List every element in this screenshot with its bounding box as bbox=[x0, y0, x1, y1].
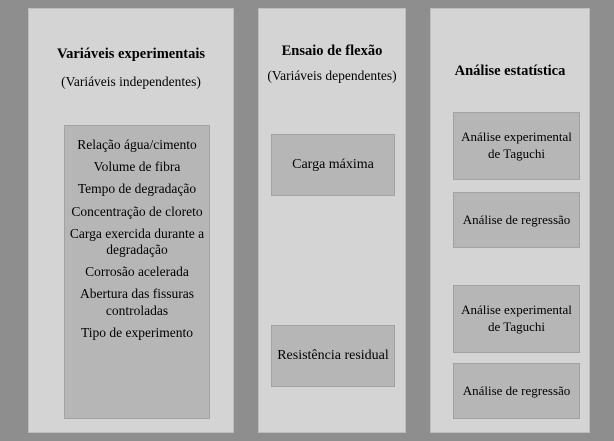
list-item: Tipo de experimento bbox=[81, 324, 193, 340]
column-middle-subtitle: (Variáveis dependentes) bbox=[267, 68, 397, 83]
column-left-title: Variáveis experimentais bbox=[56, 46, 206, 62]
box-taguchi-analysis-1: Análise experimental de Taguchi bbox=[453, 112, 580, 180]
box-regression-analysis-2: Análise de regressão bbox=[453, 363, 580, 419]
box-maximum-load: Carga máxima bbox=[271, 134, 395, 196]
list-item: Corrosão acelerada bbox=[85, 264, 189, 280]
box-regression-analysis-1: Análise de regressão bbox=[453, 192, 580, 248]
list-item: Volume de fibra bbox=[93, 159, 181, 175]
box-taguchi-analysis-2: Análise experimental de Taguchi bbox=[453, 285, 580, 353]
list-item: Carga exercida durante a degradação bbox=[69, 225, 205, 257]
list-item: Abertura das fissuras controladas bbox=[80, 286, 194, 318]
column-right-title: Análise estatística bbox=[454, 63, 566, 79]
column-middle-title: Ensaio de flexão bbox=[281, 43, 383, 59]
list-item: Tempo de degradação bbox=[77, 181, 197, 197]
column-left-subtitle: (Variáveis independentes) bbox=[61, 74, 201, 89]
independent-variables-list bbox=[64, 125, 210, 419]
list-item: Concentração de cloreto bbox=[71, 203, 203, 219]
box-residual-strength: Resistência residual bbox=[271, 325, 395, 387]
list-item: Relação água/cimento bbox=[77, 137, 197, 152]
